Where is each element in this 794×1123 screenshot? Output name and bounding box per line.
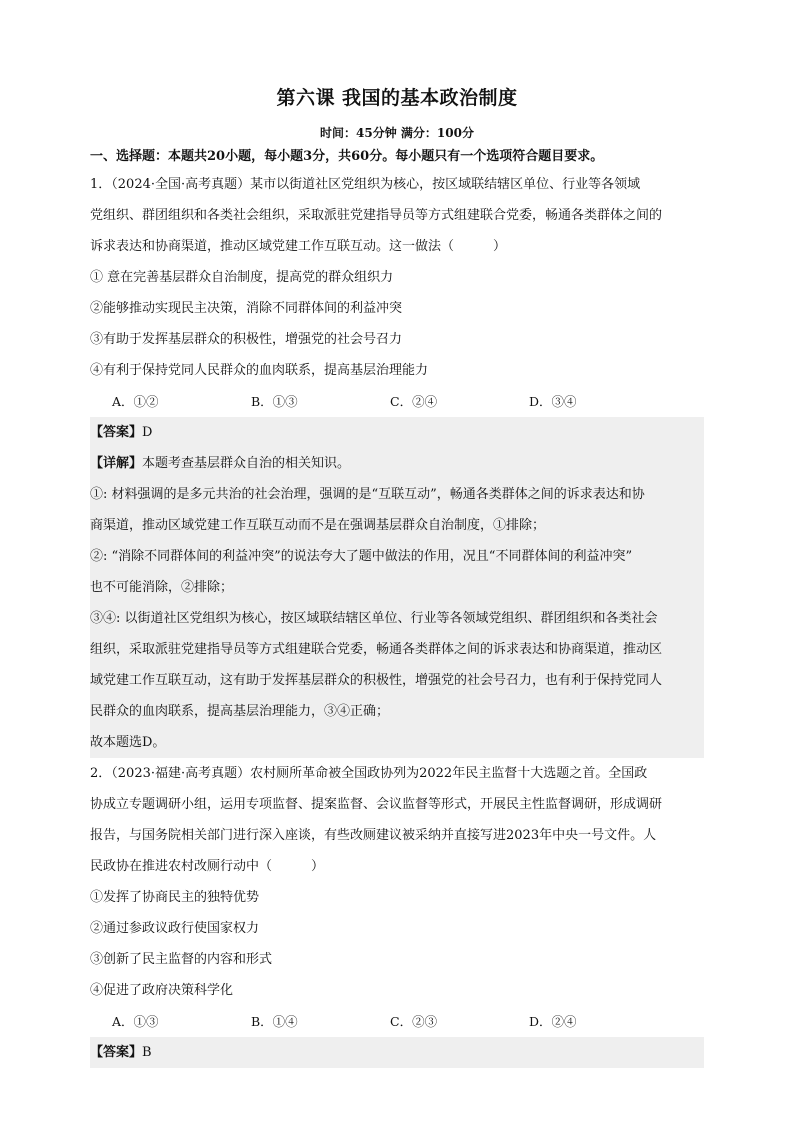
- q2-answer: [90, 1037, 704, 1068]
- q1-detail: [90, 448, 704, 479]
- q1-detail-2-line-1: ②: “消除不同群体间的利益冲突”的说法夸大了题中做法的作用，况且“不同群体间的利益冲突”: [90, 549, 633, 564]
- q1-option-2: ②能够推动实现民主决策，消除不同群体间的利益冲突: [90, 301, 403, 316]
- q1-choices: [90, 386, 704, 417]
- q1-answer-block: [90, 417, 704, 758]
- q2-stem-line-3: 报告，与国务院相关部门进行深入座谈，有些改厕建议被采纳并直接写进2023年中央一号文件。人: [90, 828, 657, 843]
- q2-answer-block: [90, 1037, 704, 1068]
- q2-option-4: ④促进了政府决策科学化: [90, 983, 234, 998]
- q1-choice-b: B．①③: [251, 394, 298, 409]
- section-heading: 一、选择题：本题共20小题，每小题3分，共60分。每小题只有一个选项符合题目要求。: [90, 149, 604, 164]
- answer-tag: 【答案】: [90, 425, 143, 440]
- q1-detail-3-line-2: 组织，采取派驻党建指导员等方式组建联合党委，畅通各类群体之间的诉求表达和协商渠道，推动区: [90, 642, 663, 657]
- q1-detail-1-line-2: 商渠道，推动区域党建工作互联互动而不是在强调基层群众自治制度，①排除；: [90, 518, 546, 533]
- q2-stem-line-4: 民政协在推进农村改厕行动中（ ）: [90, 859, 325, 874]
- exam-meta: 时间：45分钟 满分：100分: [320, 126, 474, 140]
- detail-intro: 本题考查基层群众自治的相关知识。: [142, 456, 351, 471]
- q2-option-1: ①发挥了协商民主的独特优势: [90, 890, 260, 905]
- document-title: 第六课 我国的基本政治制度: [276, 87, 518, 109]
- answer-value: B: [142, 1045, 152, 1060]
- q2-choice-b: B．①④: [251, 1014, 298, 1029]
- detail-tag: 【详解】: [90, 456, 143, 471]
- q2-choices: [90, 1006, 704, 1037]
- q2-choice-a: A．①③: [112, 1014, 159, 1029]
- q2-option-3: ③创新了民主监督的内容和形式: [90, 952, 273, 967]
- q1-detail-3-line-4: 民群众的血肉联系，提高基层治理能力，③④正确；: [90, 704, 390, 719]
- question-1: [90, 169, 704, 758]
- q1-answer: [90, 417, 704, 448]
- q2-stem-line-1: 2．（2023·福建·高考真题）农村厕所革命被全国政协列为2022年民主监督十大选题之首。全国政: [90, 766, 648, 781]
- q2-option-2: ②通过参政议政行使国家权力: [90, 921, 260, 936]
- q1-choice-d: D．③④: [529, 394, 577, 409]
- q1-detail-1-line-1: ①: 材料强调的是多元共治的社会治理，强调的是“互联互动”，畅通各类群体之间的诉求表达和协: [90, 487, 645, 502]
- answer-value: D: [142, 425, 153, 440]
- q2-choice-d: D．②④: [529, 1014, 577, 1029]
- q1-choice-c: C．②④: [390, 394, 438, 409]
- q1-detail-3-line-1: ③④: 以街道社区党组织为核心，按区域联结辖区单位、行业等各领域党组织、群团组织和各类社会: [90, 611, 658, 626]
- answer-tag: 【答案】: [90, 1045, 143, 1060]
- q1-stem-line-2: 党组织、群团组织和各类社会组织，采取派驻党建指导员等方式组建联合党委，畅通各类群体之间的: [90, 208, 663, 223]
- question-2: [90, 758, 704, 1068]
- q1-conclusion: 故本题选D。: [90, 735, 166, 750]
- q1-choice-a: A．①②: [112, 394, 159, 409]
- q2-choice-c: C．②③: [390, 1014, 438, 1029]
- q1-option-3: ③有助于发挥基层群众的积极性，增强党的社会号召力: [90, 332, 403, 347]
- q2-stem-line-2: 协成立专题调研小组，运用专项监督、提案监督、会议监督等形式，开展民主性监督调研，形成调研: [90, 797, 663, 812]
- q1-detail-2-line-2: 也不可能消除，②排除；: [90, 580, 234, 595]
- q1-detail-3-line-3: 域党建工作互联互动，这有助于发挥基层群众的积极性，增强党的社会号召力，也有利于保持党同人: [90, 673, 663, 688]
- q1-stem-line-3: 诉求表达和协商渠道，推动区域党建工作互联互动。这一做法（ ）: [90, 239, 507, 254]
- q1-option-4: ④有利于保持党同人民群众的血肉联系，提高基层治理能力: [90, 363, 429, 378]
- q1-option-1: ① 意在完善基层群众自治制度，提高党的群众组织力: [90, 270, 394, 285]
- q1-stem-line-1: 1．（2024·全国·高考真题）某市以街道社区党组织为核心，按区域联结辖区单位、行业等各领域: [90, 177, 641, 192]
